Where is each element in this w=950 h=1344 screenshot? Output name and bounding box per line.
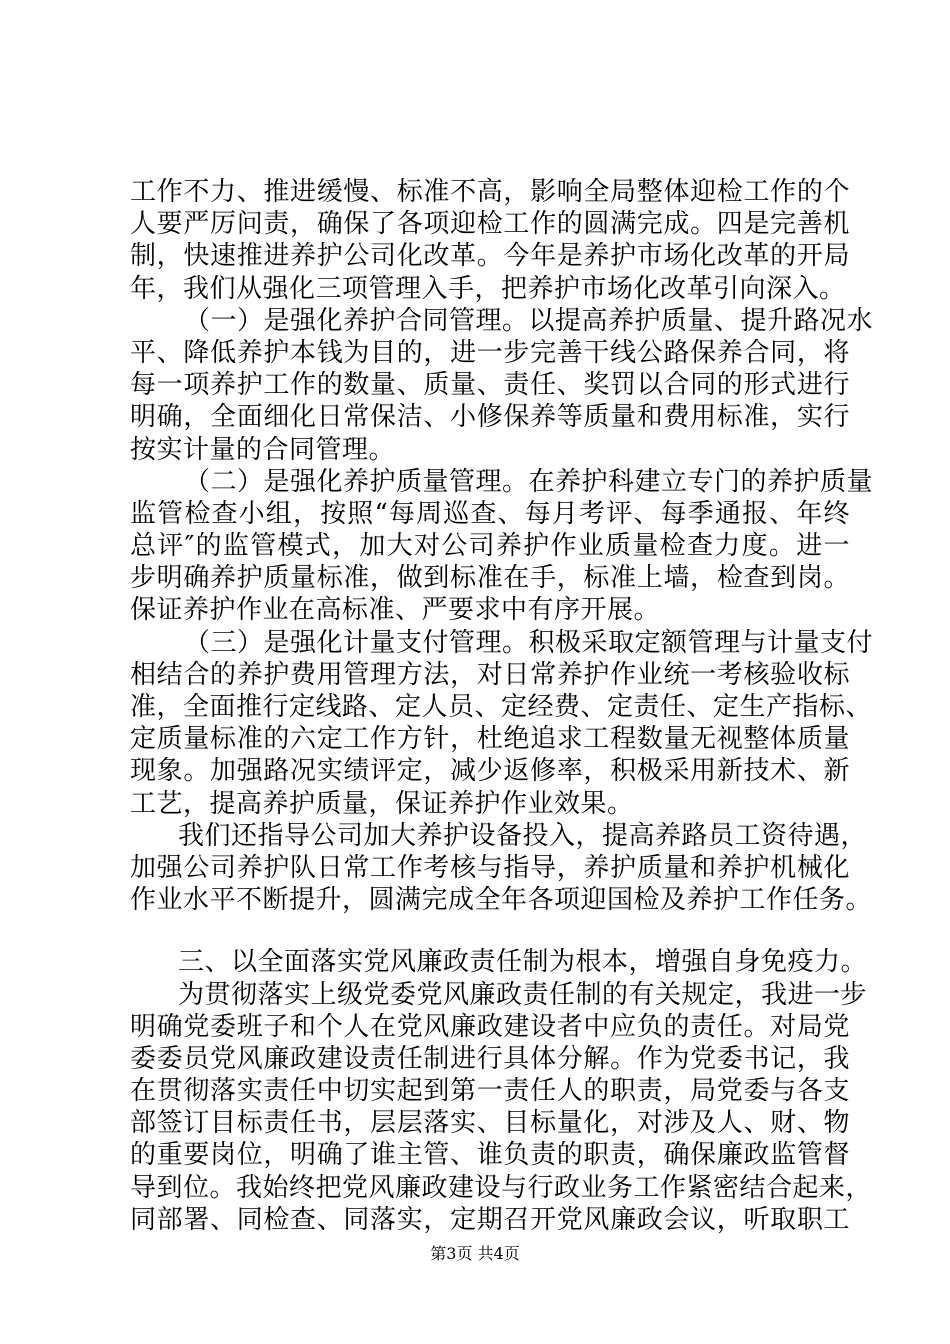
document-body (130, 176, 874, 1236)
text-line: 年，我们从强化三项管理入手，把养护市场化改革引向深入。 (130, 273, 846, 304)
text-line: 工作不力、推进缓慢、标准不高，影响全局整体迎检工作的个 (130, 177, 850, 207)
text-line: 监管检查小组，按照“每周巡查、每月考评、每季通报、年终 (130, 498, 850, 529)
text-line: （三）是强化计量支付管理。积极采取定额管理与计量支付 (184, 627, 874, 658)
text-line: 准，全面推行定线路、定人员、定经费、定责任、定生产指标、 (130, 692, 873, 722)
text-line: 相结合的养护费用管理方法，对日常养护作业统一考核验收标 (130, 659, 850, 690)
text-line: 明确党委班子和个人在党风廉政建设者中应负的责任。对局党 (130, 1011, 850, 1042)
text-line: （二）是强化养护质量管理。在养护科建立专门的养护质量 (184, 466, 874, 497)
text-line: 委委员党风廉政建设责任制进行具体分解。作为党委书记，我 (130, 1043, 850, 1074)
page-number-footer: 第3页 共4页 (430, 1244, 520, 1263)
text-line: 的重要岗位，明确了谁主管、谁负责的职责，确保廉政监管督 (130, 1140, 850, 1171)
text-line: 三、以全面落实党风廉政责任制为根本，增强自身免疫力。 (178, 947, 868, 978)
paragraph (130, 627, 874, 820)
text-line: 按实计量的合同管理。 (130, 434, 396, 465)
text-line: 我们还指导公司加大养护设备投入，提高养路员工资待遇， (178, 820, 868, 851)
paragraph (130, 176, 850, 305)
text-line: 总评″的监管模式，加大对公司养护作业质量检查力度。进一 (130, 531, 850, 562)
text-line: （一）是强化养护合同管理。以提高养护质量、提升路况水 (184, 305, 874, 336)
text-line: 定质量标准的六定工作方针，杜绝追求工程数量无视整体质量 (130, 724, 850, 755)
text-line: 部签订目标责任书，层层落实、目标量化，对涉及人、财、物 (130, 1108, 850, 1139)
text-line: 加强公司养护队日常工作考核与指导，养护质量和养护机械化 (130, 852, 850, 883)
text-line: 作业水平不断提升，圆满完成全年各项迎国检及养护工作任务。 (130, 885, 873, 916)
text-line: 工艺，提高养护质量，保证养护作业效果。 (130, 788, 634, 819)
paragraph (130, 979, 873, 1237)
text-line: 保证养护作业在高标准、严要求中有序开展。 (130, 595, 661, 626)
section-heading (130, 946, 868, 978)
paragraph-gap (130, 916, 850, 946)
paragraph (130, 466, 874, 627)
text-line: 导到位。我始终把党风廉政建设与行政业务工作紧密结合起来， (130, 1172, 873, 1203)
text-line: 同部署、同检查、同落实，定期召开党风廉政会议，听取职工 (130, 1204, 850, 1235)
text-line: 每一项养护工作的数量、质量、责任、奖罚以合同的形式进行 (130, 370, 850, 401)
text-line: 现象。加强路况实绩评定，减少返修率，积极采用新技术、新 (130, 756, 850, 787)
text-line: 人要严厉问责，确保了各项迎检工作的圆满完成。四是完善机 (130, 209, 850, 240)
text-line: 在贯彻落实责任中切实起到第一责任人的职责，局党委与各支 (130, 1076, 850, 1107)
paragraph (130, 820, 873, 917)
text-line: 平、降低养护本钱为目的，进一步完善干线公路保养合同，将 (130, 337, 850, 368)
paragraph (130, 305, 874, 466)
text-line: 明确，全面细化日常保洁、小修保养等质量和费用标准，实行 (130, 402, 850, 433)
text-line: 步明确养护质量标准，做到标准在手，标准上墙，检查到岗。 (130, 563, 850, 594)
text-line: 为贯彻落实上级党委党风廉政责任制的有关规定，我进一步 (178, 979, 868, 1010)
text-line: 制，快速推进养护公司化改革。今年是养护市场化改革的开局 (130, 241, 850, 272)
